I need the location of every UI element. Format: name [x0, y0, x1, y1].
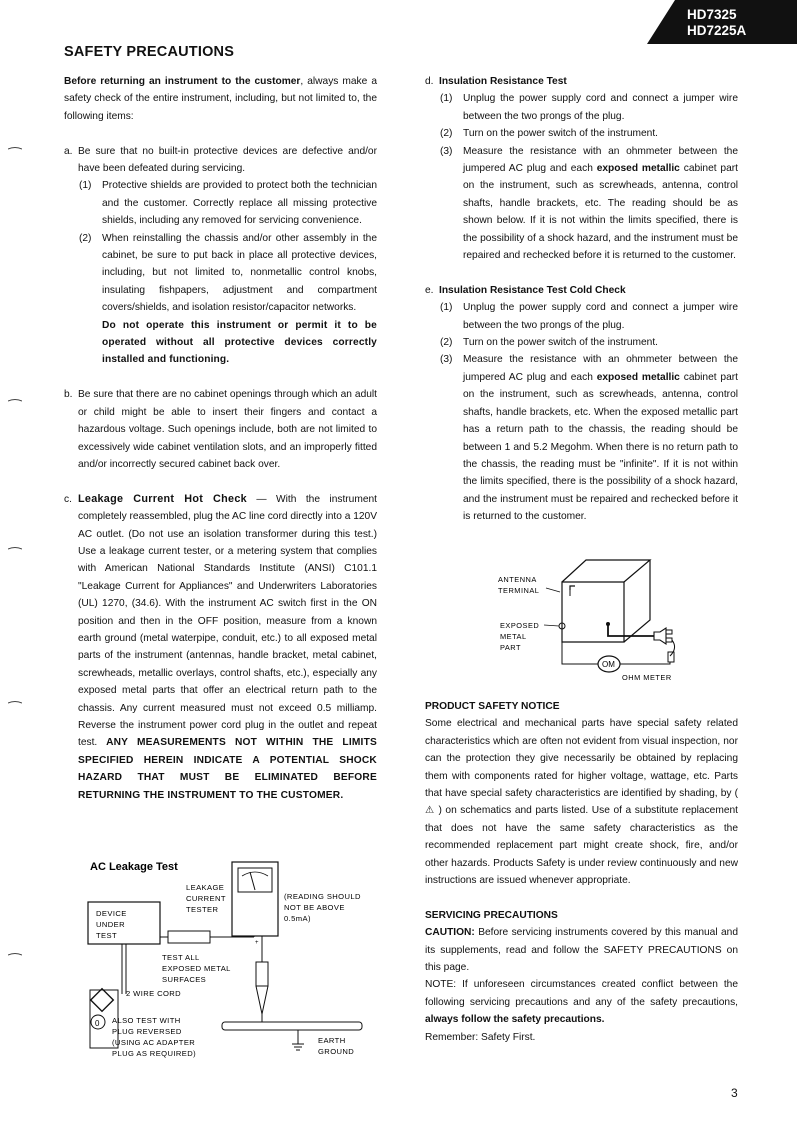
- section-c-warning: ANY MEASUREMENTS NOT WITHIN THE LIMITS SPECIFIED HEREIN INDICATE A POTENTIAL SHOCK HAZARD THAT MUST BE ELIMINATED BEFORE RETURNING THE INSTRUMENT TO THE CUSTOMER.: [78, 737, 377, 801]
- meter-needle: [250, 872, 255, 890]
- product-notice-heading: PRODUCT SAFETY NOTICE: [425, 701, 560, 712]
- caution-text: Before servicing instruments covered by this manual and its supplements, read and follow the SAFETY PRECAUTIONS on this page.: [425, 927, 738, 974]
- section-marker: d.: [425, 76, 434, 87]
- power-cord: [608, 624, 654, 636]
- intro-bold: Before returning an instrument to the customer: [64, 76, 301, 87]
- device-label: DEVICE: [96, 909, 127, 918]
- item-marker: (1): [79, 180, 92, 192]
- antenna-label: TERMINAL: [498, 586, 540, 595]
- item-marker: (2): [440, 128, 453, 140]
- section-d-item: [425, 143, 738, 265]
- product-notice-text: [425, 715, 738, 889]
- model-number-tab: [647, 0, 797, 44]
- page-title: SAFETY PRECAUTIONS: [64, 44, 235, 60]
- item-text: Measure the resistance with an ohmmeter between the jumpered AC plug and each: [463, 354, 738, 383]
- reading-label: 0.5mA): [284, 914, 311, 923]
- probe-tip: [256, 986, 268, 1014]
- item-text: Measure the resistance with an ohmmeter between the jumpered AC plug and each: [463, 145, 738, 175]
- section-marker: a.: [64, 145, 73, 157]
- reading-label: NOT BE ABOVE: [284, 903, 345, 912]
- tester-label: CURRENT: [186, 894, 226, 903]
- antenna-label: ANTENNA: [498, 575, 537, 584]
- earth-label: GROUND: [318, 1047, 355, 1056]
- section-e-title: Insulation Resistance Test Cold Check: [439, 284, 626, 296]
- cabinet-front: [562, 582, 624, 642]
- left-column: [64, 73, 377, 804]
- ac-leakage-diagram: [82, 858, 382, 1070]
- section-a-item: [64, 230, 377, 317]
- plug: [91, 989, 114, 1012]
- item-text: Protective shields are provided to protect both the technician and the customer. Correctly replace all missing protective shields, including any removed for servicing convenience.: [102, 180, 377, 227]
- model-number: HD7225A: [687, 23, 747, 38]
- notice-text: Some electrical and mechanical parts have special safety related characteristics which are often not evident from visual inspection, nor can the protection they give necessarily be obtained by replacing them with components rated for higher voltage, wattage, etc. Parts that have special safety characteristics are identified by shading, by (: [425, 718, 738, 800]
- item-marker: (2): [79, 232, 92, 244]
- section-c-text: — With the instrument completely reassembled, plug the AC line cord directly into a 120V AC outlet. (Do not use an isolation transformer during this test.) Use a leakage current tester, or a metering system that complies with American National Standards Institute (ANSI) C101.1 "Leakage Current for Appliances" and Underwriters Laboratories (UL) 1270, (34.6). With the instrument AC switch first in the ON position and then in the OFF position, measure from a known earth ground (metal waterpipe, conduit, etc.) to all exposed metal parts of the instrument (antennas, handle bracket, metal cabinet, screwheads, metallic overlays, control shafts, etc.), especially any exposed metal parts that offer an electrical return path to the chassis. Any current measured must not exceed 0.5 milliamp. Reverse the instrument power cord plug in the outlet and repeat test.: [78, 493, 377, 749]
- probe-clip: [168, 931, 210, 943]
- intro-paragraph: [64, 73, 377, 125]
- section-d-item: [425, 90, 738, 125]
- model-number: HD7325: [687, 7, 737, 22]
- earth-label: EARTH: [318, 1036, 346, 1045]
- margin-mark: [8, 398, 22, 400]
- item-marker: (2): [440, 337, 453, 349]
- margin-mark: [8, 146, 22, 148]
- section-b: [64, 386, 377, 473]
- caution-paragraph: [425, 924, 738, 976]
- ohm-meter-diagram: [494, 552, 694, 686]
- section-e-item: [425, 351, 738, 525]
- exposed-label: METAL: [500, 632, 527, 641]
- section-e-heading: [425, 282, 738, 299]
- section-a-item: [64, 177, 377, 229]
- notice-text: ) on schematics and parts listed. Use of a substitute replacement that does not have the same safety characteristics as the recommended replacement part might create shock, fire, and/or other hazards. Products Safety is under review continuously and new instructions are issued whenever appropriate.: [425, 805, 738, 887]
- page-number: 3: [731, 1086, 738, 1100]
- item-text: Unplug the power supply cord and connect a jumper wire between the two prongs of the plug.: [463, 302, 738, 331]
- section-e-item: [425, 299, 738, 334]
- ac-diagram-title: AC Leakage Test: [90, 861, 178, 873]
- item-text: When reinstalling the chassis and/or other assembly in the cabinet, be sure to put back in place all protective devices, including, but not limited to, nonmetallic control knobs, insulating fishpapers, adjustment and compartment covers/shields, and isolation resistor/capacitor networks.: [102, 232, 377, 314]
- also-label: PLUG AS REQUIRED): [112, 1049, 197, 1058]
- exposed-label: PART: [500, 643, 522, 652]
- margin-mark: [8, 700, 22, 702]
- section-marker: c.: [64, 493, 72, 505]
- meter-lead: [620, 662, 670, 664]
- item-marker: (1): [440, 93, 453, 105]
- earth-pipe: [222, 1022, 362, 1030]
- item-bold: exposed metallic: [596, 371, 680, 383]
- also-label: PLUG REVERSED: [112, 1027, 182, 1036]
- ohm-meter-label: OM: [602, 660, 615, 669]
- ohm-meter-caption: OHM METER: [622, 673, 672, 682]
- antenna-terminal: [570, 586, 575, 590]
- section-a-warning: [64, 317, 377, 369]
- item-text: cabinet part on the instrument, such as screwheads, antenna, control shafts, handle brackets, etc. When the exposed metallic part has a return path to the chassis, the reading should be between 1 and 5.2 Megohm. When there is no return path to the chassis, the reading must be "infinite". If it is not within the limits specified, there is the possibility of a shock hazard, and the instrument must be repaired and rechecked before it is returned to the customer.: [463, 371, 738, 523]
- svg-text:0: 0: [95, 1019, 100, 1028]
- also-label: (USING AC ADAPTER: [112, 1038, 196, 1047]
- cabinet-top: [562, 560, 650, 582]
- section-e-item: [425, 334, 738, 351]
- reading-label: (READING SHOULD: [284, 892, 361, 901]
- servicing-heading: SERVICING PRECAUTIONS: [425, 909, 558, 921]
- section-a: [64, 143, 377, 178]
- item-text: Unplug the power supply cord and connect a jumper wire between the two prongs of the plug.: [463, 93, 738, 122]
- item-text: Turn on the power switch of the instrument.: [463, 128, 658, 140]
- right-column: [425, 73, 738, 526]
- item-bold: exposed metallic: [596, 163, 680, 175]
- note-paragraph: [425, 976, 738, 1028]
- svg-text:+: +: [255, 940, 259, 946]
- tester-label: LEAKAGE: [186, 883, 225, 892]
- test-label: TEST ALL: [162, 953, 200, 962]
- product-safety-section: [425, 698, 738, 1046]
- section-b-text: Be sure that there are no cabinet openings through which an adult or child might be able to insert their fingers and contact a hazardous voltage. Such openings include, both are not limited to excessively wide cabinet ventilation slots, and an improperly fitted and/or incorrectly secured cabinet back over.: [78, 389, 377, 470]
- warning-text: Do not operate this instrument or permit it to be operated without all protective devices correctly installed and functioning.: [102, 319, 377, 366]
- section-c: [64, 491, 377, 804]
- intro-text: , always make a safety check of the entire instrument, including, but not limited to, the following items:: [64, 76, 377, 122]
- cabinet-side: [624, 560, 650, 642]
- item-marker: (3): [440, 145, 453, 157]
- note-text: NOTE: If unforeseen circumstances created conflict between the following servicing precautions and any of the safety precautions,: [425, 979, 738, 1008]
- section-marker: b.: [64, 389, 73, 401]
- section-d-item: [425, 125, 738, 142]
- exposed-label: EXPOSED: [500, 621, 540, 630]
- section-d-title: Insulation Resistance Test: [439, 76, 567, 87]
- caution-label: CAUTION:: [425, 927, 475, 939]
- note-bold: always follow the safety precautions.: [425, 1014, 605, 1026]
- item-marker: (1): [440, 302, 453, 314]
- device-label: UNDER: [96, 920, 126, 929]
- margin-mark: [8, 546, 22, 548]
- remember-line: Remember: Safety First.: [425, 1031, 536, 1043]
- margin-mark: [8, 952, 22, 954]
- model-numbers: [687, 7, 746, 39]
- item-text: cabinet part on the instrument, such as screwheads, antenna, control shafts, handle brackets, etc. The reading should be as shown below. If it is not within the limits specified, there is the possibility of a shock hazard, and the instrument must be repaired and rechecked before it is returned to the customer.: [463, 163, 738, 262]
- section-a-text: Be sure that no built-in protective devices are defective and/or have been defeated during servicing.: [78, 145, 377, 175]
- test-label: SURFACES: [162, 975, 207, 984]
- warning-triangle-icon: ⚠: [425, 805, 435, 817]
- probe-handle: [256, 962, 268, 986]
- test-label: EXPOSED METAL: [162, 964, 231, 973]
- ac-plug: [654, 628, 666, 644]
- also-label: ALSO TEST WITH: [112, 1016, 181, 1025]
- section-c-heading: Leakage Current Hot Check: [78, 492, 247, 505]
- item-marker: (3): [440, 354, 453, 366]
- item-text: Turn on the power switch of the instrument.: [463, 337, 658, 349]
- device-label: TEST: [96, 931, 118, 940]
- section-d-heading: [425, 73, 738, 90]
- meter-lead: [562, 629, 598, 664]
- section-marker: e.: [425, 284, 434, 296]
- cord-label: 2 WIRE CORD: [126, 989, 182, 998]
- leakage-tester-box: [232, 862, 278, 936]
- tester-label: TESTER: [186, 905, 219, 914]
